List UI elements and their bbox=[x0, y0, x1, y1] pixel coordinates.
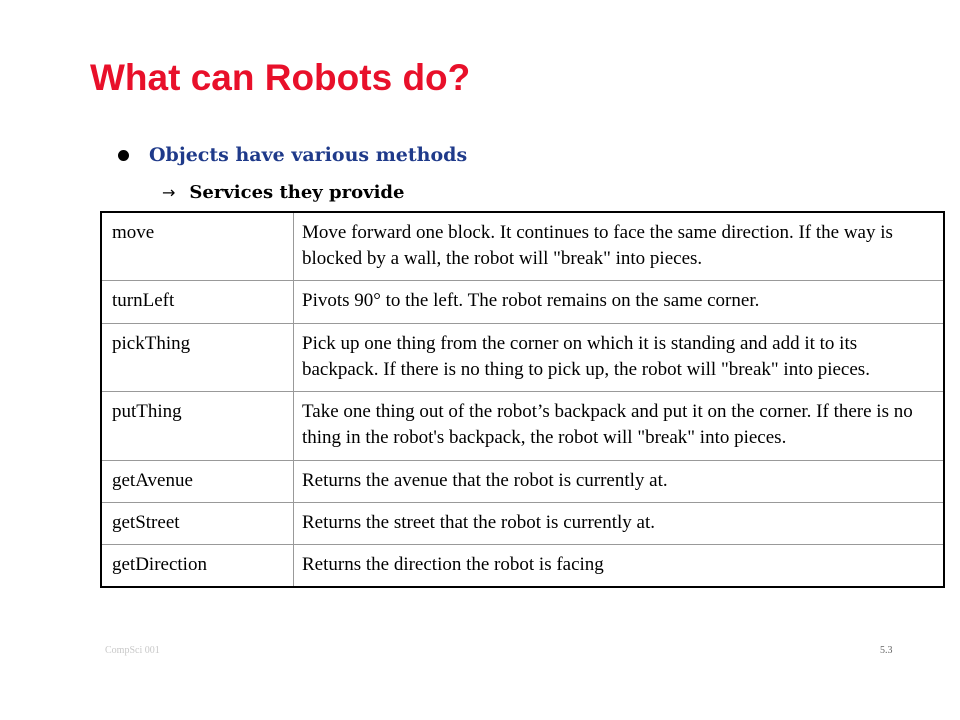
table-row bbox=[101, 392, 944, 460]
bullet-text: Objects have various methods bbox=[149, 144, 468, 166]
method-name: turnLeft bbox=[101, 281, 294, 323]
method-name: getAvenue bbox=[101, 460, 294, 502]
method-description: Pivots 90° to the left. The robot remains on the same corner. bbox=[294, 281, 945, 323]
table-row bbox=[101, 544, 944, 587]
footer-course: CompSci 001 bbox=[105, 645, 160, 656]
method-name: putThing bbox=[101, 392, 294, 460]
sub-bullet-text: Services they provide bbox=[189, 182, 405, 203]
method-description: Returns the avenue that the robot is currently at. bbox=[294, 460, 945, 502]
table-row bbox=[101, 502, 944, 544]
table-row bbox=[101, 281, 944, 323]
slide-title: What can Robots do? bbox=[90, 57, 471, 98]
method-name: pickThing bbox=[101, 323, 294, 391]
footer-page-number: 5.3 bbox=[880, 645, 893, 656]
method-description: Returns the direction the robot is facing bbox=[294, 544, 945, 587]
table-row bbox=[101, 212, 944, 281]
table-row bbox=[101, 460, 944, 502]
table-row bbox=[101, 323, 944, 391]
arrow-right-icon: → bbox=[162, 183, 176, 202]
methods-table bbox=[100, 211, 945, 588]
bullet-dot-icon bbox=[118, 150, 129, 161]
method-name: getDirection bbox=[101, 544, 294, 587]
method-description: Take one thing out of the robot’s backpack and put it on the corner. If there is no thing in the robot's backpack, the robot will "break" into pieces. bbox=[294, 392, 945, 460]
sub-bullet-item bbox=[162, 182, 404, 203]
method-name: getStreet bbox=[101, 502, 294, 544]
bullet-item bbox=[118, 144, 467, 166]
method-description: Move forward one block. It continues to face the same direction. If the way is blocked by a wall, the robot will "break" into pieces. bbox=[294, 212, 945, 281]
method-name: move bbox=[101, 212, 294, 281]
method-description: Pick up one thing from the corner on which it is standing and add it to its backpack. If there is no thing to pick up, the robot will "break" into pieces. bbox=[294, 323, 945, 391]
method-description: Returns the street that the robot is currently at. bbox=[294, 502, 945, 544]
